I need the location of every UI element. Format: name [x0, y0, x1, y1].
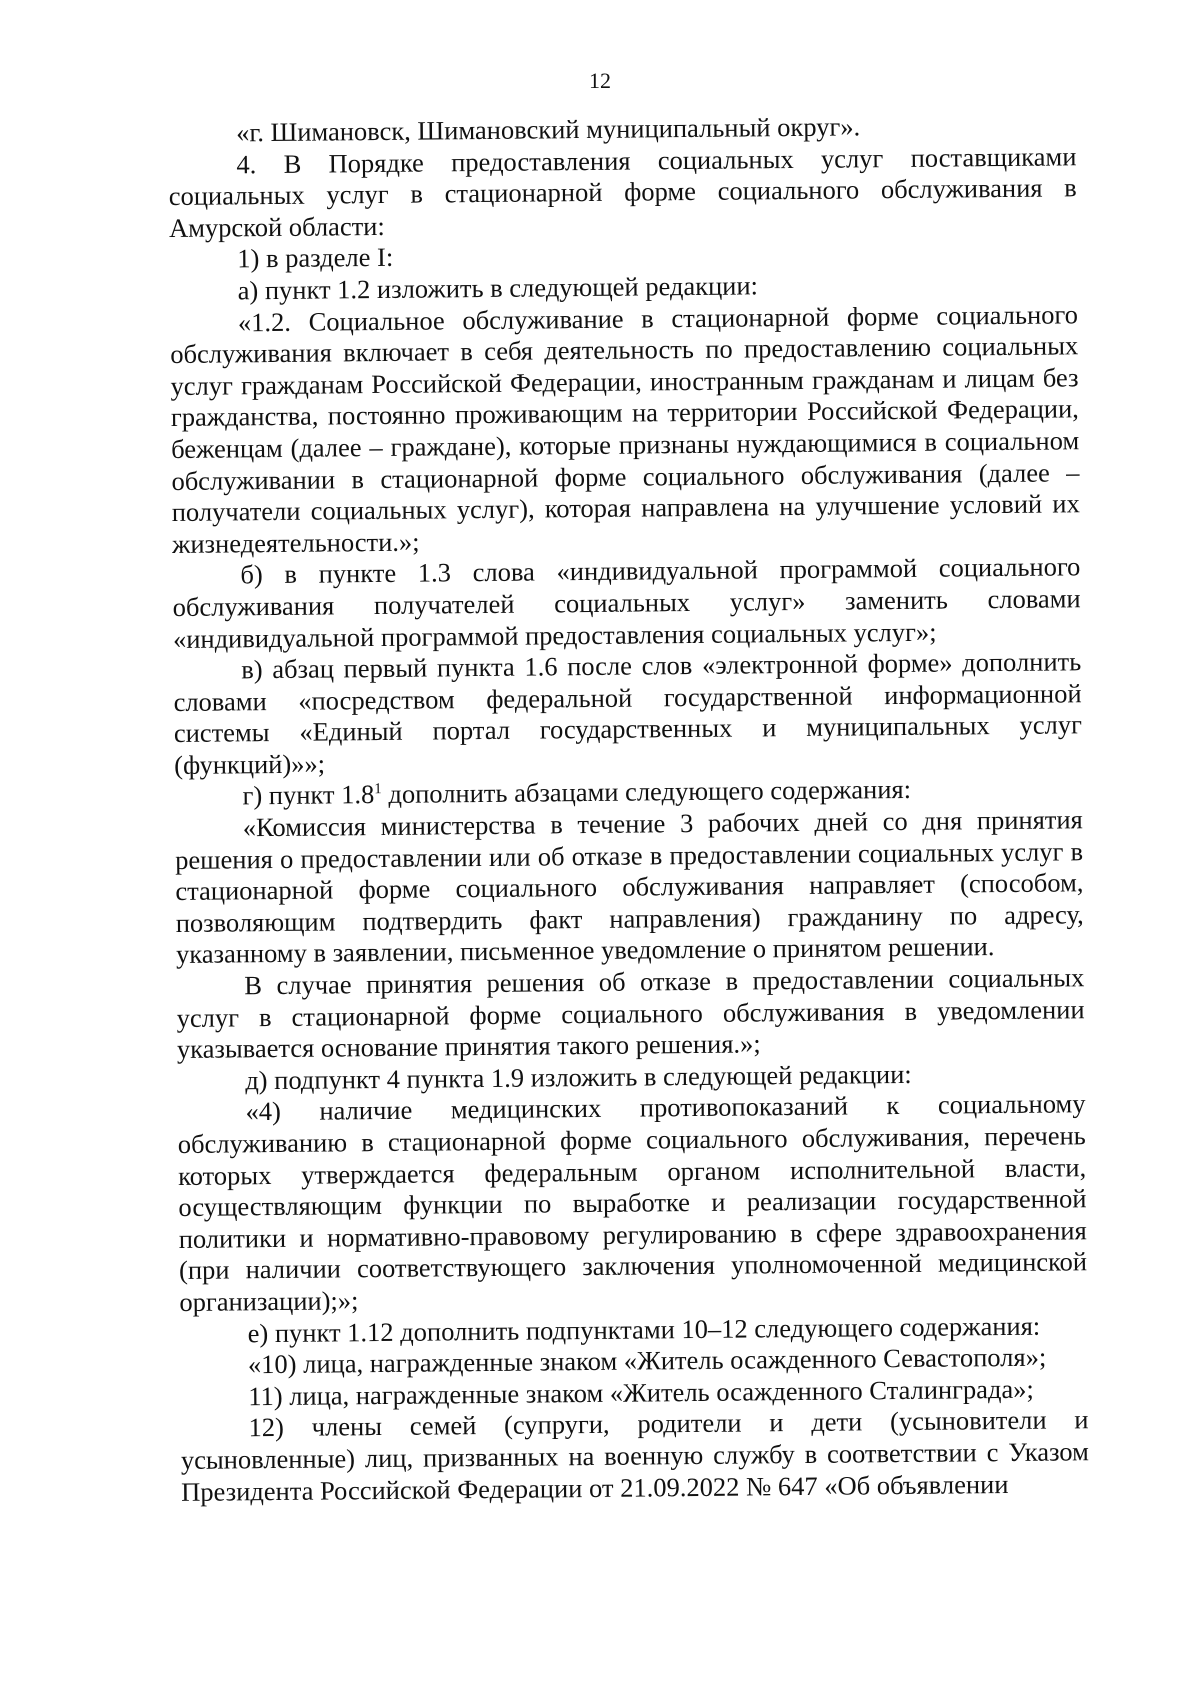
paragraph-point-11: 11) лица, награжденные знаком «Житель осажденного Сталинграда»;: [248, 1373, 1034, 1412]
subitem-g-text-after: дополнить абзацами следующего содержания:: [381, 774, 912, 810]
paragraph-contraindications: «4) наличие медицинских противопоказаний к социальному обслуживанию в стационарной форме социального обслуживания, перечень которых утверждается федеральным органом исполнительной власти, осуществляющим функции по выработке и реализации государственной политики и нормативно-правовому регулированию в сфере здравоохранения (при наличии соответствующего заключения уполномоченной медицинской организации);»;: [177, 1088, 1088, 1317]
paragraph-item-4: 4. В Порядке предоставления социальных услуг поставщиками социальных услуг в стационарной форме социального обслуживания в Амурской области:: [168, 140, 1077, 243]
paragraph-point-10: «10) лица, награжденные знаком «Житель осажденного Севастополя»;: [247, 1341, 1047, 1380]
subitem-g-superscript: 1: [374, 781, 382, 798]
page-number: 12: [589, 68, 611, 93]
paragraph-point-12: 12) члены семей (супруги, родители и дети (усыновители и усыновленные) лиц, призванных на военную службу в соответствии с Указом Президента Российской Федерации от 21.09.2022 № 647 «Об объявлении: [180, 1404, 1089, 1507]
paragraph-clause-1-2: «1.2. Социальное обслуживание в стационарной форме социального обслуживания включает в себя деятельность по предоставлению социальных услуг гражданам Российской Федерации, иностранным гражданам и лицам без гражданства, постоянно проживающим на территории Российской Федерации, беженцам (далее – граждане), которые признаны нуждающимися в социальном обслуживании в стационарной форме социального обслуживания (далее – получатели социальных услуг), которая направлена на улучшение условий их жизнедеятельности.»;: [170, 298, 1080, 559]
paragraph-refusal: В случае принятия решения об отказе в предоставлении социальных услуг в стационарной форме социального обслуживания в уведомлении указывается основание принятия такого решения.»;: [176, 962, 1085, 1065]
paragraph-subitem-d: д) подпункт 4 пункта 1.9 изложить в следующей редакции:: [245, 1058, 912, 1096]
subitem-g-text-before: г) пункт 1.8: [242, 779, 375, 811]
paragraph-subitem-b: б) в пункте 1.3 слова «индивидуальной программой социального обслуживания получателей социальных услуг» заменить словами «индивидуальной программой предоставления социальных услуг»;: [172, 551, 1081, 654]
paragraph-section-1: 1) в разделе I:: [237, 242, 394, 274]
paragraph-locality: «г. Шимановск, Шимановский муниципальный округ».: [235, 111, 861, 148]
paragraph-subitem-v: в) абзац первый пункта 1.6 после слов «электронной форме» дополнить словами «посредством федеральной государственной информационной системы «Единый портал государственных и муниципальных услуг (функций)»»;: [173, 646, 1083, 780]
document-body: [168, 109, 1089, 1508]
paragraph-subitem-e: е) пункт 1.12 дополнить подпунктами 10–12 следующего содержания:: [247, 1310, 1041, 1348]
paragraph-commission: «Комиссия министерства в течение 3 рабочих дней со дня принятия решения о предоставлении или об отказе в предоставлении социальных услуг в стационарной форме социального обслуживания направляет (способом, позволяющим подтвердить факт направления) гражданину по адресу, указанному в заявлении, письменное уведомление о принятом решении.: [174, 804, 1084, 970]
paragraph-subitem-a: а) пункт 1.2 изложить в следующей редакции:: [237, 270, 759, 306]
